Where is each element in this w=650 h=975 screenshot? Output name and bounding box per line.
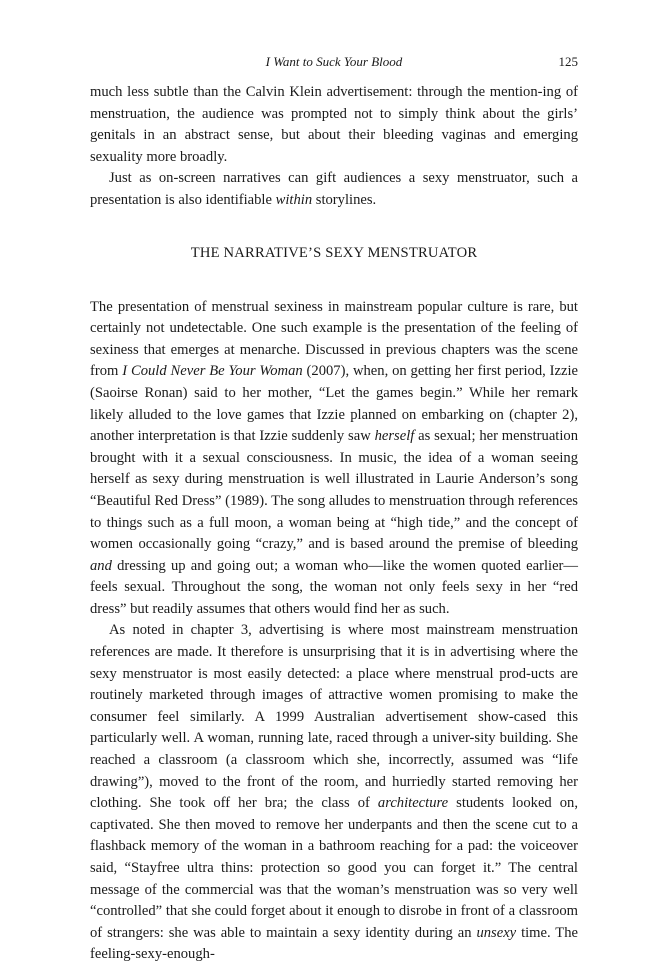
text-run: dressing up and going out; a woman who—like the women quoted earlier—feels sexual. Throughout the song, the woman not only feels sexy in her “red dress” but readily assumes that others would find her as such. bbox=[90, 557, 578, 617]
text-run: students looked on, captivated. She then moved to remove her underpants and then the scene cut to a flashback memory of the woman in a bathroom reaching for a pad: the voiceover said, “Stayfree ultra thins: protection so good you can forget it.” The central message of the commercial was that the woman’s menstruation was so very well “controlled” that she could forget about it enough to disrobe in front of a classroom of strangers: she was able to maintain a sexy identity during an bbox=[90, 795, 578, 941]
italic-text-run: within bbox=[275, 191, 313, 208]
text-run: as sexual; her menstruation brought with it a sexual consciousness. In music, the idea of a woman seeing herself as sexy during menstruation is well illustrated in Laurie Anderson’s song “Beautiful Red Dress” (1989). The song alludes to menstruation through references to things such as a full moon, a woman being at “high tide,” and the concept of women occasionally going “crazy,” and is based around the premise of bleeding bbox=[90, 428, 578, 553]
italic-text-run: and bbox=[90, 557, 112, 574]
paragraph bbox=[90, 82, 578, 168]
text-run: The presentation of menstrual sexiness in mainstream popular culture is rare, but certainly not undetectable. One such example is the presentation of the feeling of sexiness that emerges at menarche. Discussed in previous chapters was the scene from bbox=[90, 298, 578, 380]
italic-text-run: architecture bbox=[377, 795, 449, 812]
text-run: (2007), when, on getting her first period, Izzie (Saoirse Ronan) said to her mother, “Let the games begin.” While her remark likely alluded to the love games that Izzie planned on embarking on (chapter 2), another interpretation is that Izzie suddenly saw bbox=[90, 363, 578, 445]
paragraph bbox=[90, 297, 578, 621]
running-head bbox=[90, 53, 578, 71]
paragraph bbox=[90, 168, 578, 211]
page-number: 125 bbox=[558, 54, 578, 69]
text-run: Just as on-screen narratives can gift audiences a sexy menstruator, such a presentation is also identifiable bbox=[90, 170, 578, 208]
running-title: I Want to Suck Your Blood bbox=[265, 54, 403, 69]
text-run: time. The feeling-sexy-enough- bbox=[90, 924, 578, 963]
paragraph bbox=[90, 620, 578, 966]
text-run: storylines. bbox=[312, 191, 377, 208]
text-run: As noted in chapter 3, advertising is where most mainstream menstruation references are made. It therefore is unsurprising that it is in advertising where the sexy menstruator is most easily detected: a place where menstrual prod-ucts are routinely marketed through images of attractive women promising to make the consumer feel similarly. A 1999 Australian advertisement show-cased this particularly well. A woman, running late, raced through a univer-sity building. She reached a classroom (a classroom which she, incorrectly, assumed was “life drawing”), moved to the front of the room, and hurriedly started removing her clothing. She took off her bra; the class of bbox=[90, 622, 578, 812]
text-run: much less subtle than the Calvin Klein advertisement: through the mention-ing of menstruation, the audience was prompted not to simply think about the girls’ genitals in an abstract sense, but about their bleeding vaginas and emerging sexuality more broadly. bbox=[90, 84, 578, 165]
italic-text-run: unsexy bbox=[476, 924, 517, 941]
italic-text-run: herself bbox=[374, 428, 415, 445]
body-text bbox=[90, 82, 578, 966]
section-heading: THE NARRATIVE’S SEXY MENSTRUATOR bbox=[190, 244, 478, 261]
italic-text-run: I Could Never Be Your Woman bbox=[122, 363, 303, 380]
